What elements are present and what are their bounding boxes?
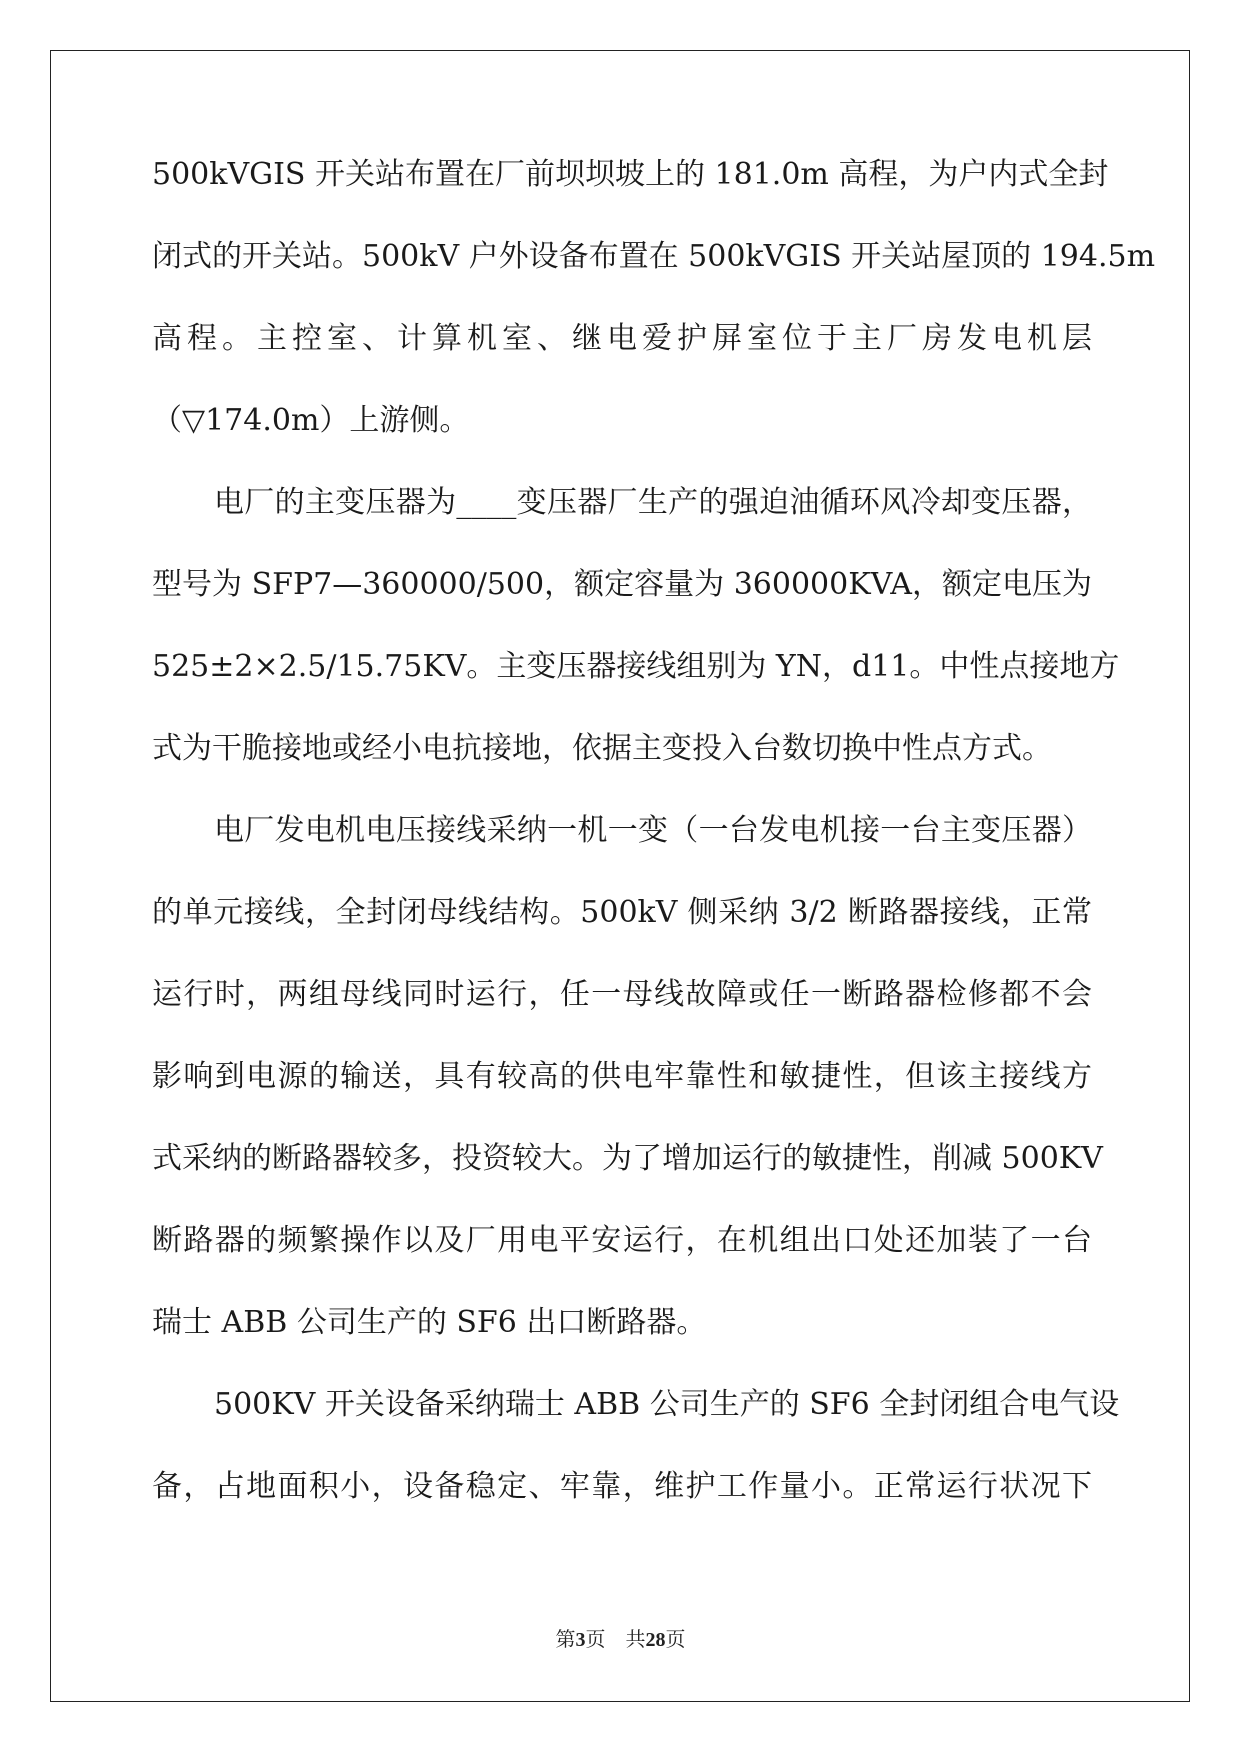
text-line: 式为干脆接地或经小电抗接地，依据主变投入台数切换中性点方式。 — [152, 731, 1052, 766]
footer-page-suffix: 页 — [585, 1629, 606, 1651]
text-line: 型号为 SFP7—360000/500，额定容量为 360000KVA，额定电压为 — [152, 567, 1092, 602]
text-line: 断路器的频繁操作以及厂用电平安运行，在机组出口处还加装了一台 — [152, 1223, 1092, 1258]
page-footer — [0, 1623, 1241, 1652]
footer-total-prefix: 共 — [625, 1629, 646, 1651]
text-line: 电厂的主变压器为____变压器厂生产的强迫油循环风冷却变压器， — [214, 485, 1092, 520]
text-line: 525±2×2.5/15.75KV。主变压器接线组别为 YN，d11。中性点接地方 — [152, 649, 1120, 684]
text-line: 500KV 开关设备采纳瑞士 ABB 公司生产的 SF6 全封闭组合电气设 — [214, 1387, 1120, 1422]
text-line: 的单元接线，全封闭母线结构。500kV 侧采纳 3/2 断路器接线，正常 — [152, 895, 1092, 930]
text-line: 闭式的开关站。500kV 户外设备布置在 500kVGIS 开关站屋顶的 194.5m — [152, 239, 1156, 274]
text-line: 运行时，两组母线同时运行，任一母线故障或任一断路器检修都不会 — [152, 977, 1092, 1012]
total-page-number: 28 — [645, 1629, 666, 1651]
text-line: 影响到电源的输送，具有较高的供电牢靠性和敏捷性，但该主接线方 — [152, 1059, 1092, 1094]
text-line: 电厂发电机电压接线采纳一机一变（一台发电机接一台主变压器） — [214, 813, 1092, 848]
text-line: 瑞士 ABB 公司生产的 SF6 出口断路器。 — [152, 1305, 707, 1340]
footer-prefix: 第 — [555, 1629, 576, 1651]
document-body — [152, 157, 1156, 1554]
text-line: 式采纳的断路器较多，投资较大。为了增加运行的敏捷性，削减 500KV — [152, 1141, 1103, 1176]
current-page-number: 3 — [575, 1629, 586, 1651]
text-line: 备，占地面积小，设备稳定、牢靠，维护工作量小。正常运行状况下 — [152, 1469, 1092, 1504]
footer-total-suffix: 页 — [665, 1629, 686, 1651]
text-line: （▽174.0m）上游侧。 — [152, 403, 470, 438]
text-line: 高程。主控室、计算机室、继电爱护屏室位于主厂房发电机层 — [152, 321, 1092, 356]
text-line: 500kVGIS 开关站布置在厂前坝坝坡上的 181.0m 高程，为户内式全封 — [152, 157, 1109, 192]
